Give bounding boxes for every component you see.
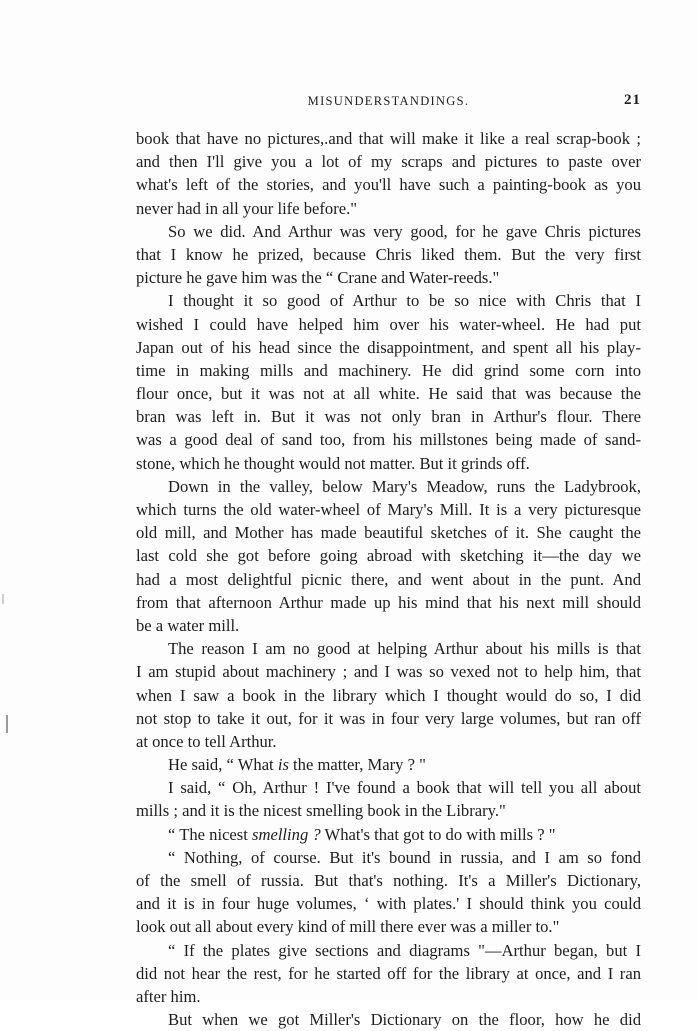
text-line: wished I could have helped him over his water-wheel. He had put [136, 314, 641, 334]
text-line: after him. [136, 986, 201, 1006]
margin-scan-mark [6, 715, 8, 733]
text-line: bran was left in. But it was not only bran in Arthur's flour. There [136, 407, 641, 427]
text-line: “ The nicest smelling ? What's that got to do with mills ? " [168, 824, 556, 844]
text-line: which turns the old water-wheel of Mary's Mill. It is a very picturesque [136, 500, 641, 519]
text-line: and it is in four huge volumes, ‘ with plates.' I should think you could [136, 894, 641, 914]
text-line: at once to tell Arthur. [136, 731, 277, 751]
text-line: time in making mills and machinery. He did grind some corn into [136, 360, 641, 380]
text-line: He said, “ What is the matter, Mary ? " [168, 755, 426, 775]
margin-scan-mark [2, 594, 4, 604]
text-line: “ Nothing, of course. But it's bound in russia, and I am so fond [168, 847, 641, 867]
text-line: when I saw a book in the library which I thought would do so, I did [136, 685, 641, 705]
text-line: flour once, but it was not at all white. He said that was because the [136, 384, 641, 404]
text-line: I am stupid about machinery ; and I was so vexed not to help him, that [136, 662, 641, 682]
text-line: last cold she got before going abroad with sketching it—the day we [136, 546, 641, 566]
text-line: not stop to take it out, for it was in four very large volumes, but ran off [136, 708, 641, 728]
text-line: “ If the plates give sections and diagrams "—Arthur began, but I [168, 940, 641, 960]
text-line: and then I'll give you a lot of my scraps and pictures to paste over [136, 152, 641, 172]
text-line: was a good deal of sand too, from his millstones being made of sand- [136, 430, 641, 450]
running-title: MISUNDERSTANDINGS. [307, 94, 470, 108]
text-line: Japan out of his head since the disappointment, and spent all his play- [136, 337, 641, 357]
text-line: of the smell of russia. But that's nothing. It's a Miller's Dictionary, [136, 871, 641, 890]
text-line: old mill, and Mother has made beautiful sketches of it. She caught the [136, 523, 641, 543]
text-line: from that afternoon Arthur made up his mind that his next mill should [136, 592, 641, 612]
text-line: book that have no pictures,.and that will make it like a real scrap-book ; [136, 129, 641, 148]
text-line: never had in all your life before." [136, 198, 358, 218]
text-line: picture he gave him was the “ Crane and Water-reeds." [136, 268, 500, 288]
text-line: The reason I am no good at helping Arthur about his mills is that [168, 639, 641, 659]
text-line: did not hear the rest, for he started off for the library at once, and I ran [136, 963, 641, 983]
text-line: But when we got Miller's Dictionary on the floor, how he did [168, 1010, 641, 1030]
text-line: mills ; and it is the nicest smelling book in the Library." [136, 801, 506, 821]
text-line: Down in the valley, below Mary's Meadow, runs the Ladybrook, [168, 476, 641, 496]
text-line: had a most delightful picnic there, and went about in the punt. And [136, 569, 641, 589]
page-number: 21 [624, 92, 641, 108]
running-head [136, 92, 641, 112]
text-line: that I know he prized, because Chris liked them. But the very first [136, 244, 641, 264]
text-line: look out all about every kind of mill there ever was a miller to." [136, 917, 560, 937]
text-line: be a water mill. [136, 615, 240, 635]
emphasis: smelling ? [252, 824, 321, 844]
emphasis: is [277, 755, 289, 775]
body-text [136, 127, 641, 1031]
text-line: I said, “ Oh, Arthur ! I've found a book that will tell you all about [168, 778, 641, 798]
text-line: stone, which he thought would not matter. But it grinds off. [136, 453, 530, 473]
text-line: So we did. And Arthur was very good, for he gave Chris pictures [168, 221, 641, 241]
text-line: what's left of the stories, and you'll have such a painting-book as you [136, 175, 641, 195]
text-line: I thought it so good of Arthur to be so nice with Chris that I [168, 291, 641, 311]
